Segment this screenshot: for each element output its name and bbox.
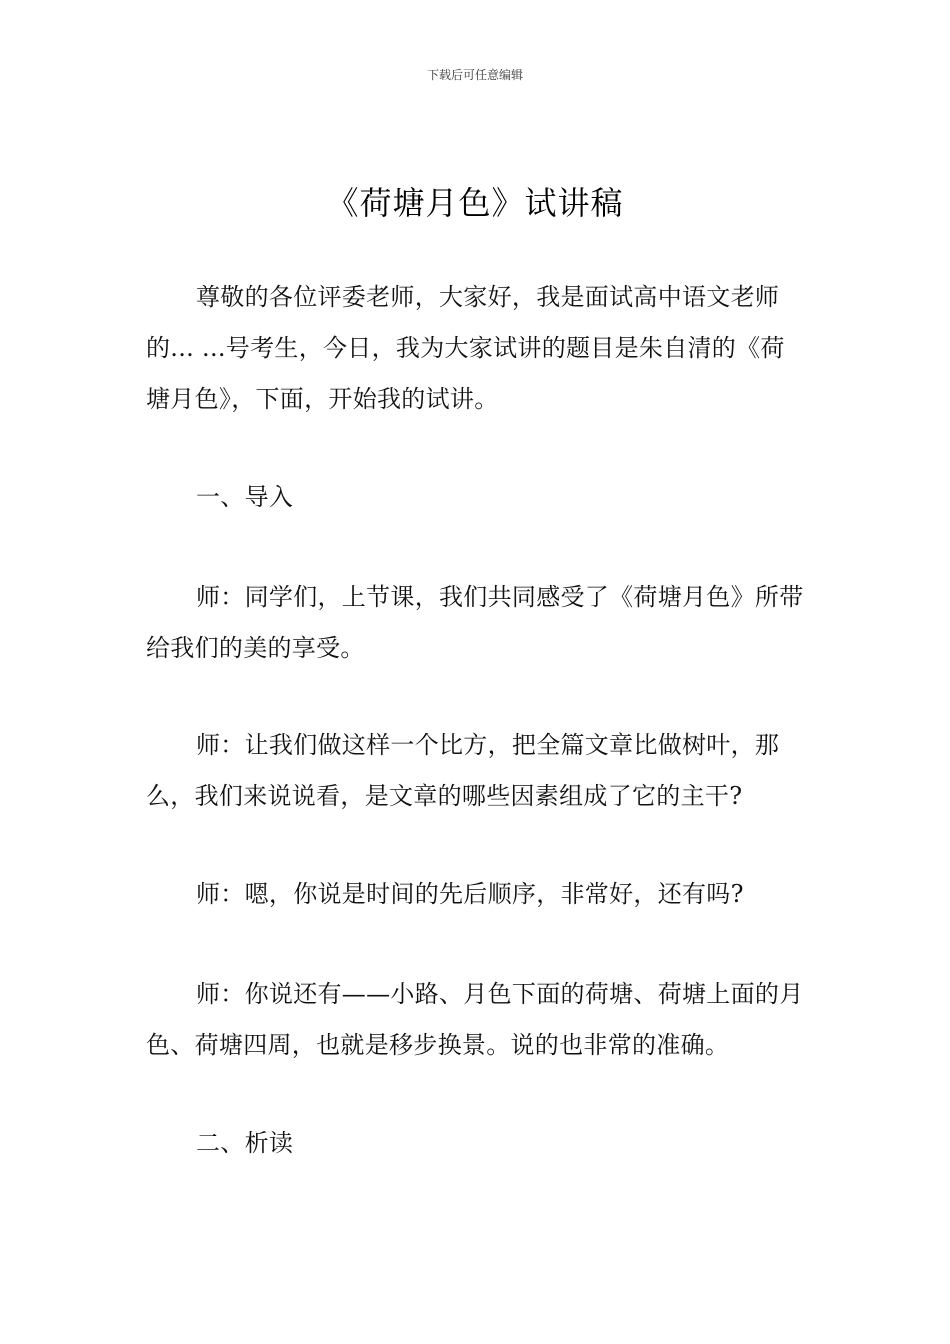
paragraph-teacher-4: 师：你说还有——小路、月色下面的荷塘、荷塘上面的月色、荷塘四周，也就是移步换景。说的也非常的准确。 — [146, 980, 804, 1059]
paragraph-greeting: 尊敬的各位评委老师，大家好，我是面试高中语文老师的... ...号考生，今日，我为大家试讲的题目是朱自清的《荷塘月色》，下面，开始我的试讲。 — [146, 283, 785, 413]
section-heading-analysis: 二、析读 — [196, 1129, 294, 1157]
paragraph-teacher-1: 师：同学们，上节课，我们共同感受了《荷塘月色》所带给我们的美的享受。 — [146, 583, 804, 662]
header-note: 下载后可任意编辑 — [426, 68, 523, 82]
paragraph-teacher-3: 师：嗯，你说是时间的先后顺序，非常好，还有吗? — [196, 880, 744, 908]
document-title: 《荷塘月色》试讲稿 — [326, 184, 624, 222]
section-heading-intro: 一、导入 — [196, 483, 294, 511]
paragraph-teacher-2: 师：让我们做这样一个比方，把全篇文章比做树叶，那么，我们来说说看，是文章的哪些因素组成了它的主干? — [146, 731, 780, 810]
